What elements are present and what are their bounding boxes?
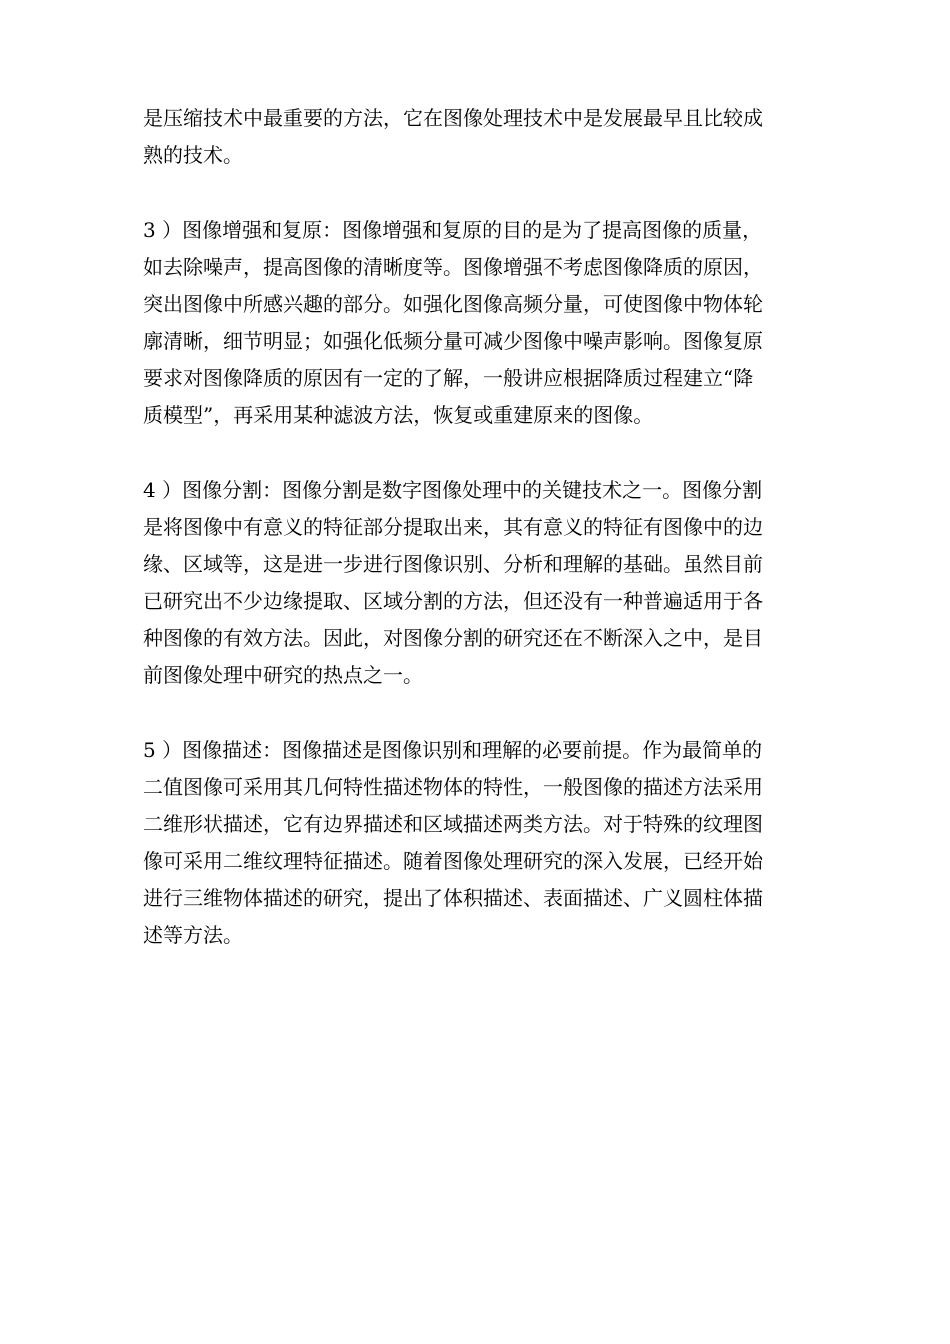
text-line: 二维形状描述，它有边界描述和区域描述两类方法。对于特殊的纹理图 [143, 812, 763, 836]
text-line: 质模型”，再采用某种滤波方法，恢复或重建原来的图像。 [143, 403, 654, 427]
text-line: 已研究出不少边缘提取、区域分割的方法，但还没有一种普遍适用于各 [143, 589, 763, 613]
text-line: 种图像的有效方法。因此，对图像分割的研究还在不断深入之中，是目 [143, 626, 763, 650]
text-line: 4 ）图像分割：图像分割是数字图像处理中的关键技术之一。图像分割 [143, 478, 763, 502]
document-body [143, 100, 823, 992]
text-line: 缘、区域等，这是进一步进行图像识别、分析和理解的基础。虽然目前 [143, 552, 763, 576]
text-line: 3 ）图像增强和复原：图像增强和复原的目的是为了提高图像的质量， [143, 218, 763, 242]
text-line: 进行三维物体描述的研究，提出了体积描述、表面描述、广义圆柱体描 [143, 886, 763, 910]
text-line: 廓清晰，细节明显；如强化低频分量可减少图像中噪声影响。图像复原 [143, 329, 763, 353]
paragraph-description [143, 732, 823, 954]
paragraph-segmentation [143, 472, 823, 694]
text-line: 像可采用二维纹理特征描述。随着图像处理研究的深入发展，已经开始 [143, 849, 763, 873]
text-line: 是将图像中有意义的特征部分提取出来，其有意义的特征有图像中的边 [143, 515, 763, 539]
paragraph-enhancement-restoration [143, 212, 823, 434]
text-line: 5 ）图像描述：图像描述是图像识别和理解的必要前提。作为最简单的 [143, 738, 763, 762]
text-line: 突出图像中所感兴趣的部分。如强化图像高频分量，可使图像中物体轮 [143, 292, 763, 316]
text-line: 要求对图像降质的原因有一定的了解，一般讲应根据降质过程建立“降 [143, 366, 754, 390]
text-line: 前图像处理中研究的热点之一。 [143, 663, 423, 687]
text-line: 述等方法。 [143, 923, 243, 947]
paragraph-compression [143, 100, 823, 174]
text-line: 二值图像可采用其几何特性描述物体的特性，一般图像的描述方法采用 [143, 775, 763, 799]
text-line: 如去除噪声，提高图像的清晰度等。图像增强不考虑图像降质的原因， [143, 255, 763, 279]
text-line: 是压缩技术中最重要的方法，它在图像处理技术中是发展最早且比较成 [143, 106, 763, 130]
text-line: 熟的技术。 [143, 143, 243, 167]
